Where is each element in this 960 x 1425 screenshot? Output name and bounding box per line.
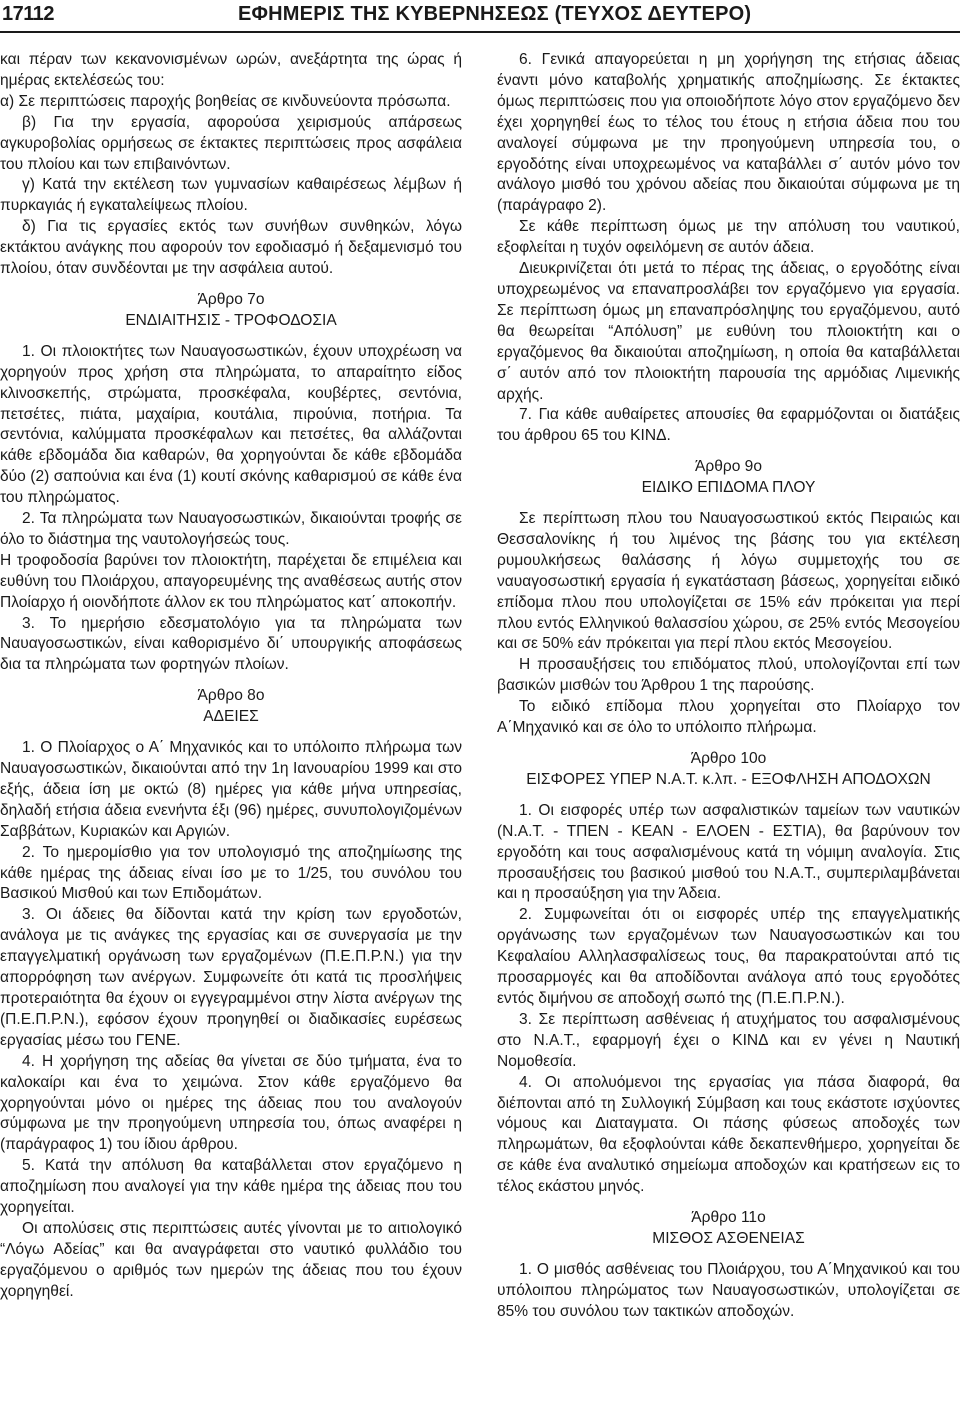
header-rule <box>0 31 960 33</box>
paragraph: γ) Κατά την εκτέλεση των γυμνασίων καθαιρέσεως λέμβων ή πυρκαγιάς ή εγκαταλείψεως πλοίου. <box>0 176 462 215</box>
paragraph: 3. Σε περίπτωση ασθένειας ή ατυχήματος του ασφαλισμένους στο Ν.Α.Τ., εφαρμογή έχει ο ΚΙΝΔ και εν γένει η Ναυτική Νομοθεσία. <box>497 1010 960 1070</box>
article-number: Άρθρο 8ο <box>197 687 265 705</box>
paragraph: Οι απολύσεις στις περιπτώσεις αυτές γίνονται με το αιτιολογικό “Λόγω Αδείας” και θα αναγράφεται στο ναυτικό φυλλάδιο του εργαζόμενου ο αριθμός των ημερών της άδειας που του έχουν χορηγηθεί. <box>0 1219 462 1300</box>
paragraph: Διευκρινίζεται ότι μετά το πέρας της άδειας, ο εργοδότης είναι υποχρεωμένος να επαναπροσλάβει τον εργαζόμενο για εργασία. Σε περίπτωση όμως μη επαναπρόσληψης του εργαζόμενου, αυτό θα θεωρείται “Απόλυση” με ευθύνη του πλοιοκτήτη και ο εργαζόμενος θα δικαιούται αποζημίωση, η οποία θα καταβάλλεται σ΄ αυτόν από τον πλοιοκτήτη παρουσία της αρμόδιας Λιμενικής αρχής. <box>497 260 960 403</box>
article-title: ΑΔΕΙΕΣ <box>203 708 259 726</box>
right-column <box>497 50 960 1323</box>
paragraph: 3. Το ημερήσιο εδεσματολόγιο για τα πληρώματα των Ναυαγοσωστικών, είναι καθορισμένο δι΄ υπουργικής αποφάσεως δια τα πληρώματα των φορτηγών πλοίων. <box>0 614 462 674</box>
page-number: 17112 <box>2 3 55 25</box>
article-number: Άρθρο 10ο <box>690 750 767 767</box>
paragraph: και πέραν των κεκανονισμένων ωρών, ανεξάρτητα της ώρας ή ημέρας εκτελέσεώς του: <box>0 51 462 89</box>
paragraph: Η προσαυξήσεις του επιδόματος πλού, υπολογίζονται επί των βασικών μισθών του Άρθρου 1 της παρούσης. <box>497 656 960 695</box>
paragraph: 4. Η χορήγηση της αδείας θα γίνεται σε δύο τμήματα, ένα το καλοκαίρι και ένα το χειμώνα. Στον κάθε εργαζόμενο θα χορηγούνται μόνο οι ημέρες της άδειας που του αναλογούν σύμφωνα με την προηγούμενη υπηρεσία του, όπως αναφέρει η (παράγραφος 1) του ίδιου άρθρου. <box>0 1052 462 1154</box>
paragraph: Η τροφοδοσία βαρύνει τον πλοιοκτήτη, παρέχεται δε επιμέλεια και ευθύνη του Πλοιάρχου, απαγορευμένης της αναθέσεως αυτής στον Πλοίαρχο ή οιονδήποτε άλλον εκ του πληρώματος κατ΄ αποκοπήν. <box>0 551 462 611</box>
paragraph: 6. Γενικά απαγορεύεται η μη χορήγηση της ετήσιας άδειας έναντι μόνο καταβολής χρηματικής αποζημίωσης. Σε έκτακτες όμως περιπτώσεις που για οποιοδήποτε λόγο στον εργαζόμενο δεν έχει χορηγηθεί έως το τέλος του έτους η ετήσια άδεια που του αναλογεί σύμφωνα με την προηγούμενη υπηρεσία του, ο εργοδότης είναι υποχρεωμένος να καταβάλλει σ΄ αυτόν μόνο τον ανάλογο μισθό του χρόνου αδείας που δικαιούται σύμφωνα με τη (παράγραφο 2). <box>497 51 960 215</box>
paragraph: 1. Ο μισθός ασθένειας του Πλοιάρχου, του Α΄Μηχανικού και του υπόλοιπου πληρώματος των Ναυαγοσωστικών, υπολογίζεται σε 85% του συνόλου των τακτικών αποδοχών. <box>497 1260 960 1320</box>
paragraph: 1. Οι εισφορές υπέρ των ασφαλιστικών ταμείων των ναυτικών (Ν.Α.Τ. - ΤΠΕΝ - ΚΕΑΝ - ΕΛΟΕΝ - ΕΣΤΙΑ), θα βαρύνουν τον εργοδότη και τους ασφαλισμένους κατά τη νόμιμη αναλογία. Στις προσαυξήσεις του βασικού μισθού του Ν.Α.Τ., συμπεριλαμβάνεται και η προσαύξηση για την Άδεια. <box>497 801 960 903</box>
paragraph: 1. Οι πλοιοκτήτες των Ναυαγοσωστικών, έχουν υποχρέωση να χορηγούν προς χρήση στα πληρώματα, το απαραίτητο είδος κλινοσκεπής, στρώματα, προσκέφαλα, κουβέρτες, σεντόνια, πετσέτες, πιάτα, μαχαίρια, κουτάλια, πιρούνια, ποτήρια. Τα σεντόνια, καλύμματα προσκέφαλων και πετσέτες, θα αλλάζονται κάθε εβδομάδα δια καθαρών, θα χορηγούνται δε κάθε εβδομάδα δύο (2) σαπούνια και ένα (1) κουτί σκόνης καθαρισμού σε κάθε ένα του πληρώματος. <box>0 342 462 507</box>
article-number: Άρθρο 11ο <box>691 1209 766 1227</box>
gazette-title: ΕΦΗΜΕΡΙΣ ΤΗΣ ΚΥΒΕΡΝΗΣΕΩΣ (ΤΕΥΧΟΣ ΔΕΥΤΕΡΟ) <box>238 3 752 25</box>
article-title: ΜΙΣΘΟΣ ΑΣΘΕΝΕΙΑΣ <box>652 1229 805 1247</box>
paragraph: 1. Ο Πλοίαρχος ο Α΄ Μηχανικός και το υπόλοιπο πλήρωμα των Ναυαγοσωστικών, δικαιούνται από την 1η Ιανουαρίου 1999 και στο εξής, άδεια ίση με οκτώ (8) ημέρες για κάθε μήνα υπηρεσίας, δηλαδή ετήσια άδεια ενενήντα έξι (96) ημέρες, συνυπολογιζομένων Σαββάτων, Κυριακών και Αργιών. <box>0 739 462 840</box>
paragraph: β) Για την εργασία, αφορούσα χειρισμούς απάρσεως αγκυροβολίας ορμήσεως σε έκτακτες περιπτώσεις προς ασφάλεια του πλοίου και των επιβαινόντων. <box>0 113 462 173</box>
paragraph: 5. Κατά την απόλυση θα καταβάλλεται στον εργαζόμενο η αποζημίωση που αναλογεί για την κάθε ημέρα της άδειας που του χορηγείται. <box>0 1157 462 1217</box>
paragraph: 2. Το ημερομίσθιο για τον υπολογισμό της αποζημίωσης της κάθε ημέρας της άδειας είναι ίσο με το 1/25, του συνόλου του Βασικού Μισθού και των Επιδομάτων. <box>0 843 462 903</box>
article-title: ΕΝΔΙΑΙΤΗΣΙΣ - ΤΡΟΦΟΔΟΣΙΑ <box>125 311 337 329</box>
paragraph: Σε περίπτωση πλου του Ναυαγοσωστικού εκτός Πειραιώς και Θεσσαλονίκης ή του λιμένος της βάσης του για εκτέλεση ρυμουλκήσεως θαλάσσης ή λόγω συμμετοχής του σε ναυαγοσωστική εργασία ή εγκατάσταση βάσεως, χορηγείται ειδικό επίδομα πλου που υπολογίζεται σε 15% εάν πρόκειται για περί πλου εντός Ελληνικού θαλασσίου χώρου, σε 25% εντός Μεσογείου και σε 50% εάν πρόκειται για περί πλου εκτός Μεσογείου. <box>497 510 960 653</box>
paragraph: α) Σε περιπτώσεις παροχής βοηθείας σε κινδυνεύοντα πρόσωπα. <box>0 92 451 110</box>
paragraph: 7. Για κάθε αυθαίρετες απουσίες θα εφαρμόζονται οι διατάξεις του άρθρου 65 του ΚΙΝΔ. <box>497 406 960 445</box>
article-title: ΕΙΣΦΟΡΕΣ ΥΠΕΡ Ν.Α.Τ. κ.λπ. - ΕΞΟΦΛΗΣΗ ΑΠΟΔΟΧΩΝ <box>526 770 931 788</box>
page-header <box>0 0 960 34</box>
paragraph: δ) Για τις εργασίες εκτός των συνήθων συνθηκών, λόγω εκτάκτου ανάγκης που αφορούν τον εφοδιασμό ή δεξαμενισμό του πλοίου, όταν συνδέονται με την ασφάλεια αυτού. <box>0 218 462 278</box>
left-column <box>0 50 462 1303</box>
article-title: ΕΙΔΙΚΟ ΕΠΙΔΟΜΑ ΠΛΟΥ <box>641 479 816 497</box>
paragraph: 4. Οι απολυόμενοι της εργασίας για πάσα διαφορά, θα διέπονται από τη Συλλογική Σύμβαση και τους εκάστοτε ισχύοντες νόμους και Διαταγματα. Οι πάσης φύσεως αποδοχές των πληρωμάτων, θα εξοφλούνται κάθε δεκαπενθήμερο, χορηγείται δε σε κάθε ένα αναλυτικό σημείωμα αποδοχών και κρατήσεων εις το τέλος εκάστου μηνός. <box>497 1073 960 1196</box>
paragraph: Το ειδικό επίδομα πλου χορηγείται στο Πλοίαρχο τον Α΄Μηχανικό και σε όλο το υπόλοιπο πλήρωμα. <box>497 698 960 737</box>
paragraph: 3. Οι άδειες θα δίδονται κατά την κρίση των εργοδοτών, ανάλογα με τις ανάγκες της εργασίας και σε συνεργασία με την επαγγελματική οργάνωση των εργαζομένων (Π.Ε.Π.Ρ.Ν.) για την απορρόφηση των ανέργων. Συμφωνείτε ότι κατά τις προσλήψεις προτεραιότητα θα έχουν οι εγγεγραμμένοι στην λίστα ανέργων της (Π.Ε.Π.Ρ.Ν.), εφόσον έχουν προηγηθεί οι διαδικασίες ευρέσεως εργασίας μέσω του ΓΕΝΕ. <box>0 906 462 1049</box>
article-number: Άρθρο 7ο <box>197 290 265 308</box>
paragraph: Σε κάθε περίπτωση όμως με την απόλυση του ναυτικού, εξοφλείται η τυχόν οφειλόμενη σε αυτόν άδεια. <box>497 218 960 257</box>
article-number: Άρθρο 9ο <box>695 458 762 476</box>
paragraph: 2. Συμφωνείται ότι οι εισφορές υπέρ της επαγγελματικής οργάνωσης των εργαζομένων των Ναυαγοσωστικών και του Κεφαλαίου Αλληλασφαλίσεως τους, θα παρακρατούνται από τις προσαρμογές και θα αποδίδονται ανάλογα από τους εργοδότες εντός διμήνου σε αποδοχή σωπό της (Π.Ε.Π.Ρ.Ν.). <box>497 906 960 1007</box>
paragraph: 2. Τα πληρώματα των Ναυαγοσωστικών, δικαιούνται τροφής σε όλο το διάστημα της ναυτολογήσεώς τους. <box>0 510 462 548</box>
